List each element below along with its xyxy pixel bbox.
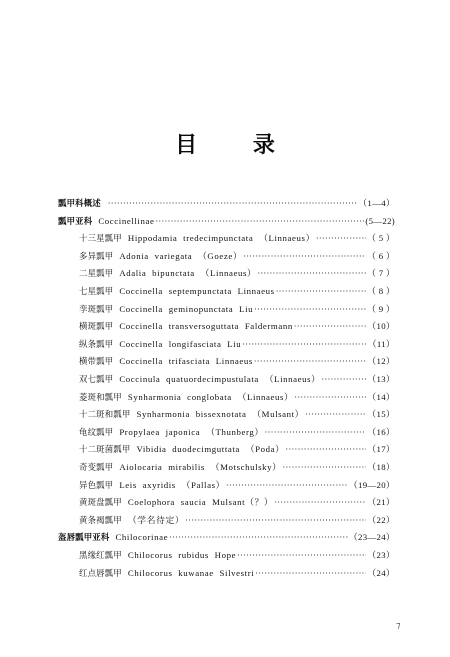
toc-species-row	[79, 478, 395, 492]
toc-species-row	[79, 566, 395, 580]
toc-chinese-name: 横斑瓢甲	[79, 321, 114, 332]
toc-chinese-name: 瓢甲科概述	[58, 198, 101, 208]
toc-page-number: (5—22)	[365, 215, 395, 226]
toc-dot-leader	[286, 443, 367, 457]
toc-latin-name: Hippodamia tredecimpunctata （Linnaeus）	[127, 233, 315, 244]
toc-chinese-name: 龟纹瓢甲	[79, 426, 114, 437]
toc-page-number: （17）	[367, 444, 395, 455]
page-title: 目 录	[175, 133, 299, 158]
toc-dot-leader	[305, 408, 366, 422]
toc-dot-leader	[294, 320, 367, 334]
toc-chinese-name: 盔唇瓢甲亚科	[58, 532, 110, 543]
toc-section-row	[58, 196, 395, 210]
toc-latin-name: Synharmonia conglobata （Linnaeus）	[127, 391, 294, 402]
toc-latin-name: Leis axyridis （Pallas）	[119, 479, 226, 490]
toc-dot-leader	[169, 531, 348, 545]
toc-page-number: （ 8 ）	[367, 286, 395, 296]
toc-species-row	[79, 372, 395, 386]
toc-page-number: （21）	[367, 497, 395, 508]
toc-page-number: （11）	[367, 338, 395, 349]
toc-species-row	[79, 548, 395, 562]
toc-dot-leader	[265, 426, 367, 440]
toc-latin-name: Coccinella longifasciata Liu	[119, 338, 242, 349]
toc-dot-leader	[276, 285, 366, 299]
toc-chinese-name: 二星瓢甲	[79, 268, 114, 279]
toc-latin-name: （学名待定）	[127, 514, 185, 525]
toc-species-row	[79, 442, 395, 456]
toc-page-number: （22）	[367, 514, 395, 525]
toc-chinese-name: 黄条褐瓢甲	[79, 514, 122, 525]
toc-page-number: （13）	[367, 374, 395, 384]
toc-latin-name: Synharmonia bissexnotata （Mulsant）	[136, 409, 305, 420]
toc-page-number: （16）	[367, 426, 395, 437]
toc-species-row	[79, 284, 395, 298]
toc-dot-leader	[257, 267, 366, 281]
toc-chinese-name: 横带瓢甲	[79, 356, 114, 367]
toc-dot-leader	[243, 250, 366, 264]
toc-chinese-name: 异色瓢甲	[79, 479, 114, 490]
toc-page-number: （ 9 ）	[367, 303, 395, 314]
toc-page-number: （1—4）	[358, 198, 395, 208]
toc-species-row	[79, 495, 395, 509]
toc-latin-name: Chilocorus kuwanae Silvestri	[127, 567, 255, 578]
toc-section-row	[58, 214, 395, 228]
toc-section-row	[58, 530, 395, 544]
toc-dot-leader	[255, 567, 366, 581]
toc-dot-leader	[322, 373, 367, 387]
toc-chinese-name: 红点唇瓢甲	[79, 567, 122, 578]
toc-latin-name: Chilocorus rubidus Hope	[127, 550, 237, 560]
toc-dot-leader	[226, 479, 348, 493]
toc-page-number: （23）	[367, 550, 395, 560]
toc-species-row	[79, 390, 395, 404]
toc-latin-name: Aiolocaria mirabilis （Motschulsky）	[119, 462, 282, 472]
toc-species-row	[79, 337, 395, 351]
toc-chinese-name: 瓢甲亚科	[58, 215, 93, 226]
toc-dot-leader	[155, 215, 364, 229]
toc-dot-leader	[254, 303, 366, 317]
toc-latin-name: Adalia bipunctata （Linnaeus）	[119, 268, 257, 279]
toc-chinese-name: 十三星瓢甲	[79, 233, 122, 244]
toc-page-number: （14）	[367, 391, 395, 402]
toc-page-number: （ 7 ）	[367, 268, 395, 279]
toc-page-number: （ 6 ）	[367, 250, 395, 261]
toc-dot-leader	[316, 232, 366, 246]
toc-latin-name: Adonia variegata （Goeze）	[119, 250, 243, 261]
toc-chinese-name: 奇变瓢甲	[79, 462, 114, 472]
toc-dot-leader	[108, 197, 357, 211]
toc-dot-leader	[185, 514, 366, 528]
toc-dot-leader	[294, 391, 366, 405]
corner-mark: ⁊	[396, 621, 401, 631]
toc-latin-name: Coccinella septempunctata Linnaeus	[119, 286, 275, 296]
toc-page-number: （18）	[367, 462, 395, 472]
toc-latin-name: Coelophora saucia Mulsant（？）	[127, 497, 274, 508]
toc-latin-name: Coccinella geminopunctata Liu	[119, 303, 254, 314]
toc-latin-name: Coccinellinae	[98, 215, 155, 226]
toc-chinese-name: 十二斑菌瓢甲	[79, 444, 131, 455]
toc-dot-leader	[274, 496, 366, 510]
toc-chinese-name: 黑缘红瓢甲	[79, 550, 122, 560]
toc-chinese-name: 双七瓢甲	[79, 374, 114, 384]
toc-page-number: （19—20）	[348, 479, 395, 490]
toc-page-number: （15）	[367, 409, 395, 420]
toc-chinese-name: 孪斑瓢甲	[79, 303, 114, 314]
toc-chinese-name: 黄斑盘瓢甲	[79, 497, 122, 508]
toc-dot-leader	[283, 461, 367, 475]
toc-dot-leader	[237, 549, 366, 563]
toc-latin-name: Coccinella trifasciata Linnaeus	[119, 356, 253, 367]
toc-chinese-name: 多异瓢甲	[79, 250, 114, 261]
toc-species-row	[79, 302, 395, 316]
toc-page-number: （24）	[367, 567, 395, 578]
toc-species-row	[79, 249, 395, 263]
toc-page-number: （12）	[367, 356, 395, 367]
toc-dot-leader	[242, 338, 366, 352]
toc-species-row	[79, 407, 395, 421]
toc-latin-name: Vibidia duodecimguttata （Poda）	[136, 444, 285, 455]
toc-species-row	[79, 460, 395, 474]
toc-chinese-name: 七星瓢甲	[79, 286, 114, 296]
toc-dot-leader	[254, 355, 367, 369]
toc-page-number: （23—24）	[348, 532, 395, 543]
toc-species-row	[79, 513, 395, 527]
toc-species-row	[79, 231, 395, 245]
toc-latin-name: Coccinella transversoguttata Faldermann	[119, 321, 293, 332]
toc-latin-name: Propylaea japonica （Thunberg）	[119, 426, 264, 437]
toc-chinese-name: 菱斑和瓢甲	[79, 391, 122, 402]
toc-page-number: （10）	[367, 321, 395, 332]
toc-chinese-name: 十二斑和瓢甲	[79, 409, 131, 420]
toc-latin-name: Chilocorinae	[115, 532, 169, 543]
toc-species-row	[79, 266, 395, 280]
toc-species-row	[79, 425, 395, 439]
toc-latin-name: Coccinula quatuordecimpustulata （Linnaeus）	[119, 374, 321, 384]
toc-chinese-name: 纵条瓢甲	[79, 338, 114, 349]
toc-species-row	[79, 319, 395, 333]
toc-species-row	[79, 354, 395, 368]
toc-page-number: （ 5 ）	[367, 233, 395, 244]
